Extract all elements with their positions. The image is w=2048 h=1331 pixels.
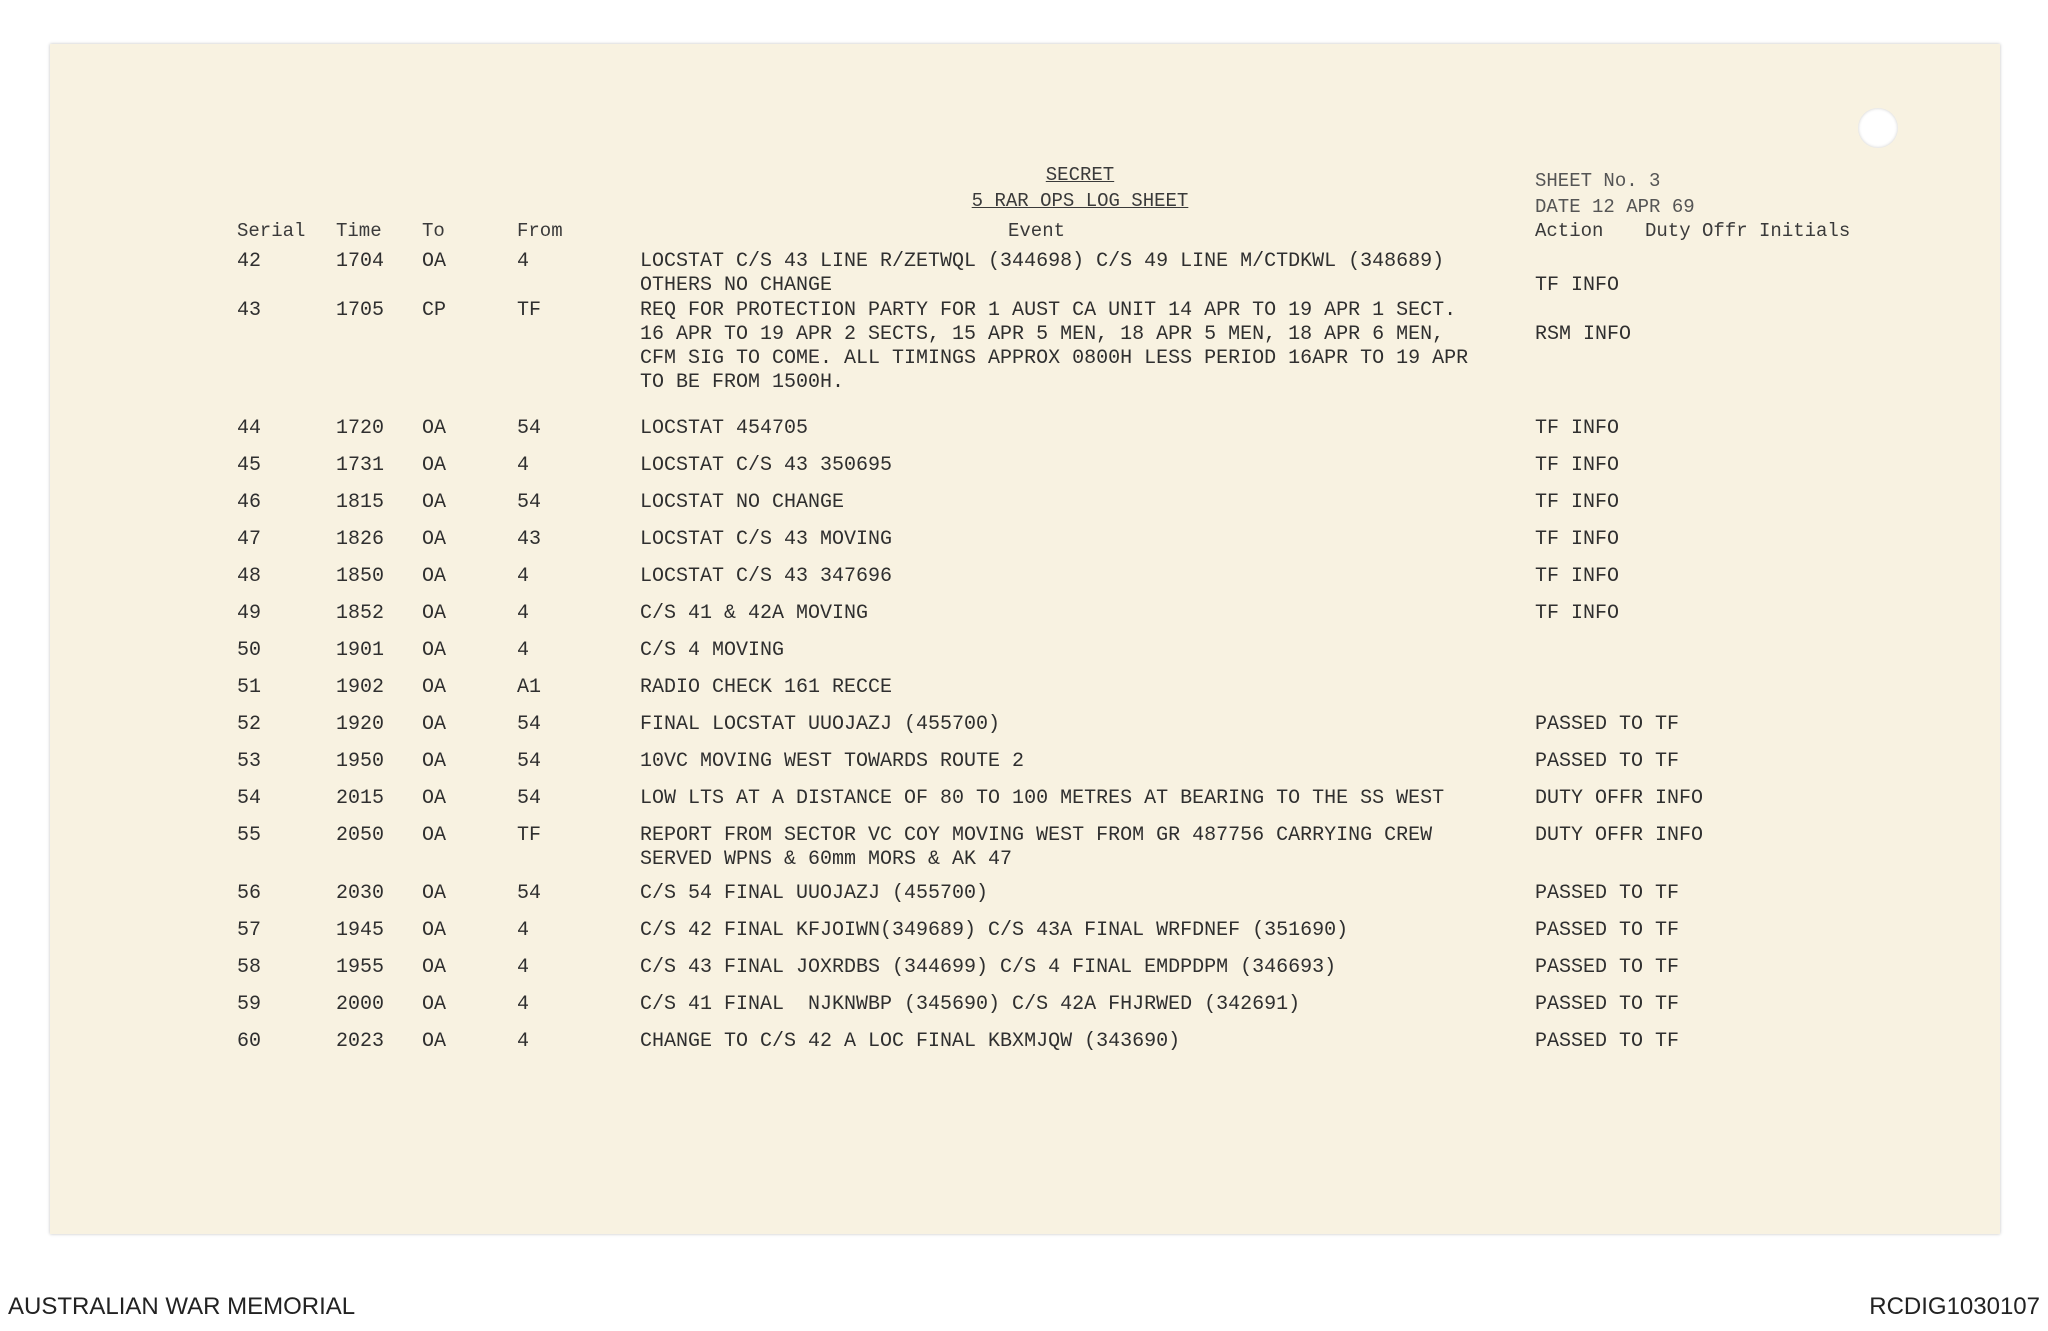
from-cell: 4 [517,919,530,942]
from-cell: 54 [517,491,542,514]
to-cell: OA [422,787,447,810]
serial-cell: 56 [237,882,262,905]
action-cell: PASSED TO TF [1535,1030,1680,1053]
from-cell: 54 [517,882,542,905]
event-cell: LOCSTAT C/S 43 347696 [640,565,893,588]
time-cell: 1826 [336,528,385,551]
header-time: Time [336,220,382,242]
serial-cell: 50 [237,639,262,662]
title-block [930,162,1230,214]
event-cell: C/S 54 FINAL UUOJAZJ (455700) [640,882,989,905]
to-cell: OA [422,882,447,905]
serial-cell: 43 [237,299,262,322]
serial-cell: 47 [237,528,262,551]
event-cell: REPORT FROM SECTOR VC COY MOVING WEST FROM GR 487756 CARRYING CREW SERVED WPNS & 60mm MORS & AK 47 [640,824,1433,871]
to-cell: OA [422,250,447,273]
event-cell: LOCSTAT C/S 43 MOVING [640,528,893,551]
header-to: To [422,220,445,242]
event-cell: 10VC MOVING WEST TOWARDS ROUTE 2 [640,750,1025,773]
from-cell: 4 [517,639,530,662]
sheet-title: 5 RAR OPS LOG SHEET [971,190,1189,212]
time-cell: 1852 [336,602,385,625]
to-cell: OA [422,993,447,1016]
time-cell: 1815 [336,491,385,514]
action-cell: TF INFO [1535,417,1620,440]
from-cell: 43 [517,528,542,551]
event-cell: LOCSTAT C/S 43 350695 [640,454,893,477]
header-from: From [517,220,563,242]
sheet-info [1535,168,1695,220]
serial-cell: 48 [237,565,262,588]
time-cell: 1920 [336,713,385,736]
punch-hole [1858,108,1898,148]
to-cell: OA [422,713,447,736]
serial-cell: 52 [237,713,262,736]
from-cell: 4 [517,993,530,1016]
from-cell: 54 [517,417,542,440]
action-cell: PASSED TO TF [1535,956,1680,979]
from-cell: 4 [517,602,530,625]
serial-cell: 44 [237,417,262,440]
time-cell: 1902 [336,676,385,699]
log-sheet [50,44,2000,1234]
to-cell: OA [422,639,447,662]
serial-cell: 59 [237,993,262,1016]
header-event: Event [1008,220,1066,242]
action-cell: TF INFO [1535,565,1620,588]
event-cell: C/S 41 & 42A MOVING [640,602,869,625]
from-cell: TF [517,824,542,847]
to-cell: OA [422,956,447,979]
action-cell: DUTY OFFR INFO [1535,787,1704,810]
event-cell: CHANGE TO C/S 42 A LOC FINAL KBXMJQW (343690) [640,1030,1181,1053]
header-duty-offr: Duty Offr Initials [1645,220,1851,242]
time-cell: 1850 [336,565,385,588]
action-cell: TF INFO [1535,274,1620,297]
event-cell: FINAL LOCSTAT UUOJAZJ (455700) [640,713,1001,736]
event-cell: REQ FOR PROTECTION PARTY FOR 1 AUST CA UNIT 14 APR TO 19 APR 1 SECT. 16 APR TO 19 APR 2 SECTS, 15 APR 5 MEN, 18 APR 5 MEN, 18 APR 6 MEN, CFM SIG TO COME. ALL TIMINGS APPROX 0800H LESS PERIOD 16APR TO 19 APR TO BE FROM 1500H. [640,299,1469,394]
event-cell: C/S 42 FINAL KFJOIWN(349689) C/S 43A FINAL WRFDNEF (351690) [640,919,1349,942]
event-cell: LOCSTAT NO CHANGE [640,491,845,514]
sheet-number: SHEET No. 3 [1535,170,1661,192]
serial-cell: 51 [237,676,262,699]
from-cell: TF [517,299,542,322]
event-cell: C/S 43 FINAL JOXRDBS (344699) C/S 4 FINAL EMDPDPM (346693) [640,956,1337,979]
event-cell: C/S 4 MOVING [640,639,785,662]
from-cell: 4 [517,250,530,273]
action-cell: PASSED TO TF [1535,993,1680,1016]
from-cell: 4 [517,565,530,588]
to-cell: OA [422,565,447,588]
time-cell: 1731 [336,454,385,477]
to-cell: OA [422,602,447,625]
action-cell: TF INFO [1535,528,1620,551]
from-cell: 4 [517,1030,530,1053]
action-cell: PASSED TO TF [1535,919,1680,942]
classification-label: SECRET [1045,164,1115,186]
serial-cell: 54 [237,787,262,810]
action-cell: PASSED TO TF [1535,713,1680,736]
from-cell: 54 [517,787,542,810]
to-cell: CP [422,299,447,322]
to-cell: OA [422,491,447,514]
to-cell: OA [422,1030,447,1053]
serial-cell: 58 [237,956,262,979]
action-cell: DUTY OFFR INFO [1535,824,1704,847]
from-cell: 4 [517,454,530,477]
time-cell: 2000 [336,993,385,1016]
serial-cell: 53 [237,750,262,773]
to-cell: OA [422,750,447,773]
event-cell: C/S 41 FINAL NJKNWBP (345690) C/S 42A FHJRWED (342691) [640,993,1301,1016]
time-cell: 2023 [336,1030,385,1053]
serial-cell: 49 [237,602,262,625]
time-cell: 2030 [336,882,385,905]
action-cell: TF INFO [1535,491,1620,514]
time-cell: 1901 [336,639,385,662]
serial-cell: 57 [237,919,262,942]
header-action: Action [1535,220,1604,242]
event-cell: RADIO CHECK 161 RECCE [640,676,893,699]
action-cell: PASSED TO TF [1535,750,1680,773]
serial-cell: 42 [237,250,262,273]
time-cell: 1955 [336,956,385,979]
from-cell: 54 [517,750,542,773]
event-cell: LOCSTAT C/S 43 LINE R/ZETWQL (344698) C/S 49 LINE M/CTDKWL (348689) OTHERS NO CHANGE [640,250,1445,297]
to-cell: OA [422,676,447,699]
time-cell: 1704 [336,250,385,273]
sheet-date: DATE 12 APR 69 [1535,196,1695,218]
footer-institution: AUSTRALIAN WAR MEMORIAL [8,1293,356,1320]
to-cell: OA [422,417,447,440]
from-cell: 54 [517,713,542,736]
to-cell: OA [422,919,447,942]
event-cell: LOCSTAT 454705 [640,417,809,440]
time-cell: 2050 [336,824,385,847]
time-cell: 1945 [336,919,385,942]
header-serial: Serial [237,220,306,242]
serial-cell: 60 [237,1030,262,1053]
serial-cell: 46 [237,491,262,514]
to-cell: OA [422,454,447,477]
event-cell: LOW LTS AT A DISTANCE OF 80 TO 100 METRES AT BEARING TO THE SS WEST [640,787,1445,810]
serial-cell: 55 [237,824,262,847]
action-cell: PASSED TO TF [1535,882,1680,905]
serial-cell: 45 [237,454,262,477]
time-cell: 2015 [336,787,385,810]
action-cell: RSM INFO [1535,323,1632,346]
from-cell: A1 [517,676,542,699]
to-cell: OA [422,824,447,847]
to-cell: OA [422,528,447,551]
time-cell: 1950 [336,750,385,773]
action-cell: TF INFO [1535,602,1620,625]
footer-identifier: RCDIG1030107 [1869,1293,2040,1320]
time-cell: 1705 [336,299,385,322]
action-cell: TF INFO [1535,454,1620,477]
time-cell: 1720 [336,417,385,440]
from-cell: 4 [517,956,530,979]
